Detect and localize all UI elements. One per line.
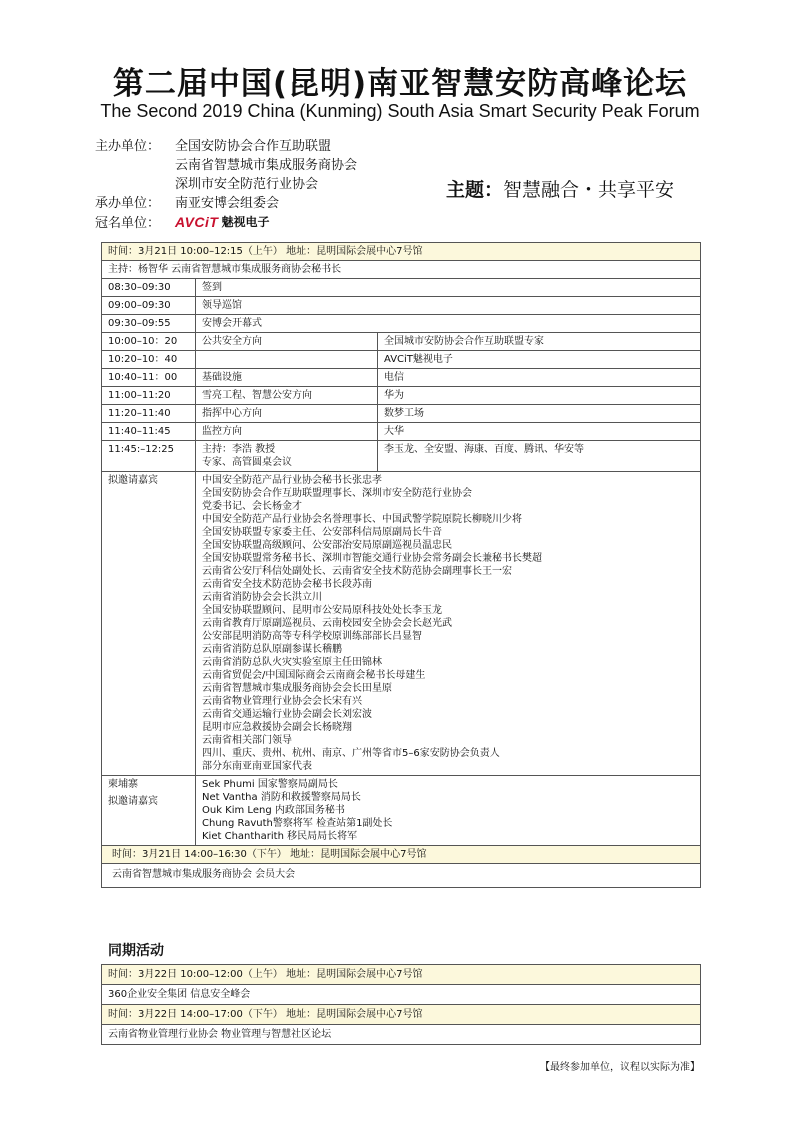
list-item: 全国安防协会合作互助联盟理事长、深圳市安全防范行业协会 bbox=[202, 488, 472, 499]
list-item: 中国安全防范产品行业协会秘书长张忠孝 bbox=[202, 475, 382, 486]
session-topic bbox=[196, 351, 378, 369]
afternoon-header-row bbox=[102, 846, 701, 864]
session-time: 09:00–09:30 bbox=[102, 297, 196, 315]
session-time: 10:40–11：00 bbox=[102, 369, 196, 387]
schedule-table bbox=[101, 242, 701, 888]
afternoon-header: 时间：3月21日 14:00–16:30（下午） 地址：昆明国际会展中心7号馆 bbox=[102, 846, 701, 864]
list-item: 全国安协联盟高级顾问、公安部治安局原副巡视员温忠民 bbox=[202, 540, 452, 551]
list-item: 四川、重庆、贵州、杭州、南京、广州等省市5–6家安防协会负责人 bbox=[202, 748, 500, 759]
theme-label: 主题： bbox=[446, 179, 504, 201]
concurrent-event-row bbox=[102, 1025, 701, 1045]
list-item: 全国安协联盟专家委主任、公安部科信局原副局长牛音 bbox=[202, 527, 442, 538]
list-item: Kiet Chantharith 移民局局长将军 bbox=[202, 831, 358, 842]
table-row bbox=[102, 405, 701, 423]
session-time: 10:20–10：40 bbox=[102, 351, 196, 369]
concurrent-title: 同期活动 bbox=[108, 943, 164, 959]
table-row bbox=[102, 369, 701, 387]
list-item: 全国安协联盟顾问、昆明市公安局原科技处处长李玉龙 bbox=[202, 605, 442, 616]
guests-row bbox=[102, 472, 701, 776]
list-item: 云南省贸促会/中国国际商会云南商会秘书长母建生 bbox=[202, 670, 426, 681]
afternoon-event: 云南省智慧城市集成服务商协会 会员大会 bbox=[102, 864, 701, 888]
concurrent-event-row bbox=[102, 985, 701, 1005]
table-row bbox=[102, 279, 701, 297]
session-speaker: 华为 bbox=[378, 387, 701, 405]
session-speaker: 电信 bbox=[378, 369, 701, 387]
list-item: Ouk Kim Leng 内政部国务秘书 bbox=[202, 805, 345, 816]
session-time: 09:30–09:55 bbox=[102, 315, 196, 333]
session-time: 08:30–09:30 bbox=[102, 279, 196, 297]
host-row bbox=[102, 261, 701, 279]
table-row bbox=[102, 297, 701, 315]
list-item: 中国安全防范产品行业协会名誉理事长、中国武警学院原院长柳晓川少将 bbox=[202, 514, 522, 525]
undertaker-org: 南亚安博会组委会 bbox=[175, 196, 280, 211]
session-speaker: AVCiT魅视电子 bbox=[378, 351, 701, 369]
list-item: Sek Phumi 国家警察局副局长 bbox=[202, 779, 338, 790]
list-item: 部分东南亚南亚国家代表 bbox=[202, 761, 312, 772]
guests-list bbox=[196, 472, 701, 776]
list-item: 党委书记、会长杨金才 bbox=[202, 501, 302, 512]
host-org-1: 全国安防协会合作互助联盟 bbox=[175, 139, 332, 154]
guests-label: 拟邀请嘉宾 bbox=[102, 472, 196, 776]
panel-title: 专家、高管圆桌会议 bbox=[202, 457, 292, 468]
undertaker-label: 承办单位： bbox=[95, 196, 161, 211]
session-topic: 领导巡馆 bbox=[196, 297, 701, 315]
list-item: 云南省安全技术防范协会秘书长段苏南 bbox=[202, 579, 372, 590]
session-time: 11:40–11:45 bbox=[102, 423, 196, 441]
list-item: 云南省消防协会会长洪立川 bbox=[202, 592, 322, 603]
session-time: 11:00–11:20 bbox=[102, 387, 196, 405]
concurrent-table bbox=[101, 964, 701, 1045]
table-row bbox=[102, 387, 701, 405]
session-topic: 基础设施 bbox=[196, 369, 378, 387]
session-speaker: 全国城市安防协会合作互助联盟专家 bbox=[378, 333, 701, 351]
footer-note: 【最终参加单位，议程以实际为准】 bbox=[540, 1062, 700, 1073]
host-org-3: 深圳市安全防范行业协会 bbox=[175, 177, 319, 192]
session-speaker: 数梦工场 bbox=[378, 405, 701, 423]
host-org-2: 云南省智慧城市集成服务商协会 bbox=[175, 158, 358, 173]
table-row bbox=[102, 315, 701, 333]
panel-speakers: 李玉龙、全安盟、海康、百度、腾讯、华安等 bbox=[378, 441, 701, 472]
session-topic: 签到 bbox=[196, 279, 701, 297]
morning-header: 时间：3月21日 10:00–12:15（上午） 地址：昆明国际会展中心7号馆 bbox=[102, 243, 701, 261]
concurrent-header-row bbox=[102, 1005, 701, 1025]
session-topic: 安博会开幕式 bbox=[196, 315, 701, 333]
concurrent-header-row bbox=[102, 965, 701, 985]
concurrent-header: 时间：3月22日 14:00–17:00（下午） 地址：昆明国际会展中心7号馆 bbox=[102, 1005, 701, 1025]
list-item: 云南省公安厅科信处副处长、云南省安全技术防范协会副理事长王一宏 bbox=[202, 566, 512, 577]
panel-row bbox=[102, 441, 701, 472]
avcit-logo: AVCiT 魅视电子 bbox=[175, 214, 270, 230]
list-item: Net Vantha 消防和救援警察局局长 bbox=[202, 792, 361, 803]
table-row bbox=[102, 351, 701, 369]
session-topic: 公共安全方向 bbox=[196, 333, 378, 351]
title-sponsor-label: 冠名单位： bbox=[95, 216, 161, 231]
session-time: 10:00–10：20 bbox=[102, 333, 196, 351]
host-label: 主办单位： bbox=[95, 139, 161, 154]
list-item: Chung Ravuth警察将军 检查站第1副处长 bbox=[202, 818, 393, 829]
list-item: 云南省智慧城市集成服务商协会会长田星原 bbox=[202, 683, 392, 694]
session-topic: 监控方向 bbox=[196, 423, 378, 441]
session-time: 11:20–11:40 bbox=[102, 405, 196, 423]
cambodia-guests-list bbox=[196, 776, 701, 846]
panel-moderator: 主持：李浩 教授 bbox=[202, 444, 276, 455]
list-item: 公安部昆明消防高等专科学校原训练部部长吕显智 bbox=[202, 631, 422, 642]
concurrent-header: 时间：3月22日 10:00–12:00（上午） 地址：昆明国际会展中心7号馆 bbox=[102, 965, 701, 985]
list-item: 云南省消防总队火灾实验室原主任田锦林 bbox=[202, 657, 382, 668]
host-organizers bbox=[95, 137, 357, 233]
morning-host: 主持：杨智华 云南省智慧城市集成服务商协会秘书长 bbox=[102, 261, 701, 279]
page-title-cn: 第二届中国(昆明)南亚智慧安防高峰论坛 bbox=[112, 66, 688, 102]
list-item: 全国安协联盟常务秘书长、深圳市智能交通行业协会常务副会长兼秘书长樊超 bbox=[202, 553, 542, 564]
theme-text: 智慧融合・共享平安 bbox=[503, 179, 675, 201]
page-title-en: The Second 2019 China (Kunming) South Asia Smart Security Peak Forum bbox=[100, 101, 700, 121]
table-row bbox=[102, 333, 701, 351]
concurrent-event: 360企业安全集团 信息安全峰会 bbox=[102, 985, 701, 1005]
list-item: 昆明市应急救援协会副会长杨晓翔 bbox=[202, 722, 352, 733]
afternoon-event-row bbox=[102, 864, 701, 888]
list-item: 云南省教育厅原副巡视员、云南校园安全协会会长赵光武 bbox=[202, 618, 452, 629]
list-item: 云南省物业管理行业协会会长宋有兴 bbox=[202, 696, 362, 707]
session-topic: 指挥中心方向 bbox=[196, 405, 378, 423]
cambodia-row bbox=[102, 776, 701, 846]
list-item: 云南省交通运输行业协会副会长刘宏波 bbox=[202, 709, 372, 720]
forum-theme bbox=[446, 175, 674, 202]
panel-time: 11:45:–12:25 bbox=[102, 441, 196, 472]
session-topic: 雪亮工程、智慧公安方向 bbox=[196, 387, 378, 405]
panel-topic bbox=[196, 441, 378, 472]
table-row bbox=[102, 423, 701, 441]
list-item: 云南省消防总队原副参谋长稽鹏 bbox=[202, 644, 342, 655]
concurrent-event: 云南省物业管理行业协会 物业管理与智慧社区论坛 bbox=[102, 1025, 701, 1045]
list-item: 云南省相关部门领导 bbox=[202, 735, 292, 746]
morning-header-row bbox=[102, 243, 701, 261]
session-speaker: 大华 bbox=[378, 423, 701, 441]
cambodia-label: 柬埔寨 拟邀请嘉宾 bbox=[102, 776, 196, 846]
